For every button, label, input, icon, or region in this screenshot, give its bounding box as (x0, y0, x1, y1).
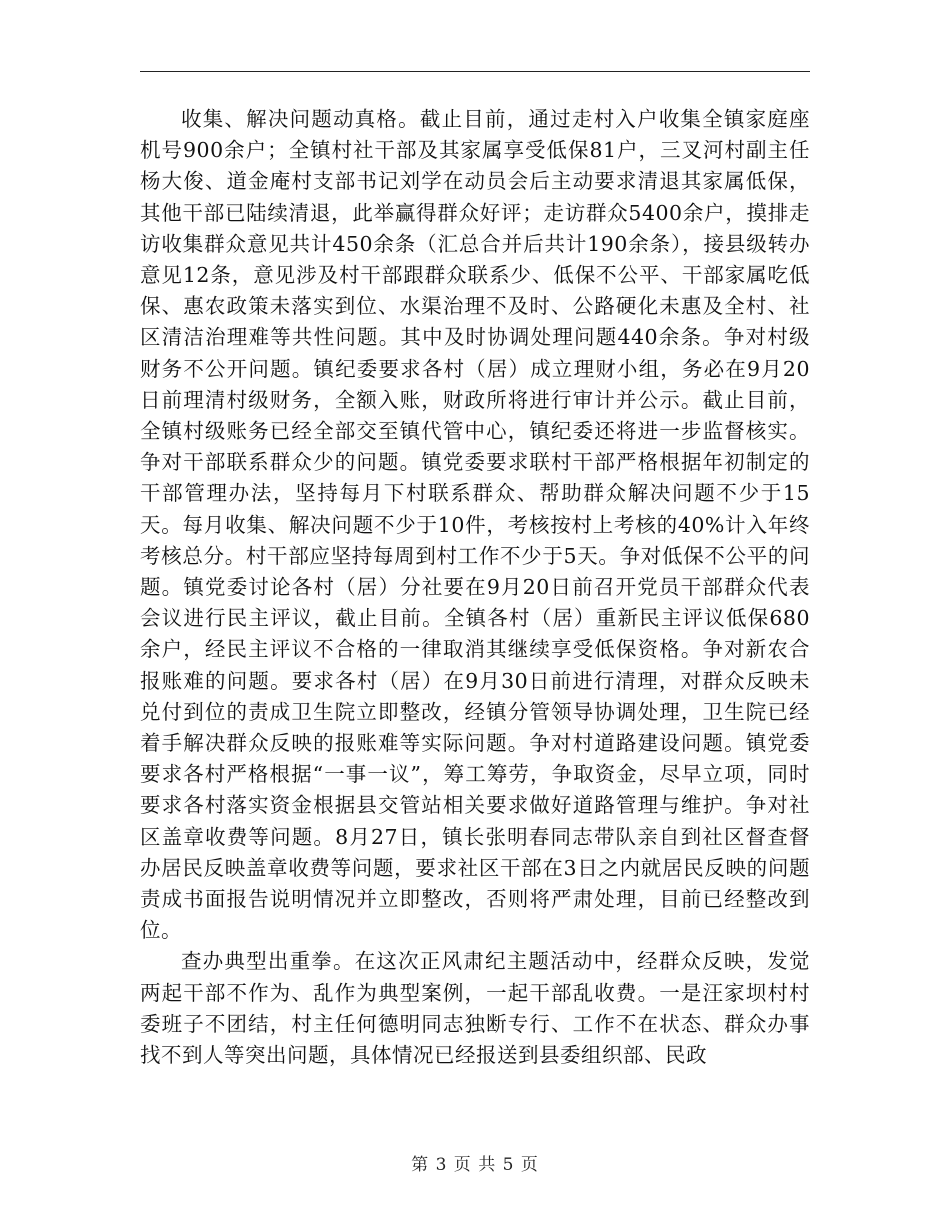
page-number: 第 3 页 共 5 页 (411, 1155, 539, 1175)
paragraph-1: 收集、解决问题动真格。截止目前，通过走村入户收集全镇家庭座机号900余户；全镇村社干部及其家属享受低保81户，三叉河村副主任杨大俊、道金庵村支部书记刘学在动员会后主动要求清退其家属低保，其他干部已陆续清退，此举赢得群众好评；走访群众5400余户，摸排走访收集群众意见共计450余条（汇总合并后共计190余条），接县级转办意见12条，意见涉及村干部跟群众联系少、低保不公平、干部家属吃低保、惠农政策未落实到位、水渠治理不及时、公路硬化未惠及全村、社区清洁治理难等共性问题。其中及时协调处理问题440余条。争对村级财务不公开问题。镇纪委要求各村（居）成立理财小组，务必在9月20日前理清村级财务，全额入账，财政所将进行审计并公示。截止目前，全镇村级账务已经全部交至镇代管中心，镇纪委还将进一步监督核实。争对干部联系群众少的问题。镇党委要求联村干部严格根据年初制定的干部管理办法，坚持每月下村联系群众、帮助群众解决问题不少于15天。每月收集、解决问题不少于10件，考核按村上考核的40%计入年终考核总分。村干部应坚持每周到村工作不少于5天。争对低保不公平的问题。镇党委讨论各村（居）分社要在9月20日前召开党员干部群众代表会议进行民主评议，截止目前。全镇各村（居）重新民主评议低保680余户，经民主评议不合格的一律取消其继续享受低保资格。争对新农合报账难的问题。要求各村（居）在9月30日前进行清理，对群众反映未兑付到位的责成卫生院立即整改，经镇分管领导协调处理，卫生院已经着手解决群众反映的报账难等实际问题。争对村道路建设问题。镇党委要求各村严格根据“一事一议”，筹工筹劳，争取资金，尽早立项，同时要求各村落实资金根据县交管站相关要求做好道路管理与维护。争对社区盖章收费等问题。8月27日，镇长张明春同志带队亲自到社区督查督办居民反映盖章收费等问题，要求社区干部在3日之内就居民反映的问题责成书面报告说明情况并立即整改，否则将严肃处理，目前已经整改到位。 (140, 107, 810, 943)
document-body (140, 104, 810, 1071)
header-rule (140, 71, 810, 72)
paragraph-2: 查办典型出重拳。在这次正风肃纪主题活动中，经群众反映，发觉两起干部不作为、乱作为典型案例，一起干部乱收费。一是汪家坝村村委班子不团结，村主任何德明同志独断专行、工作不在状态、群众办事找不到人等突出问题，具体情况已经报送到县委组织部、民政 (140, 949, 810, 1068)
